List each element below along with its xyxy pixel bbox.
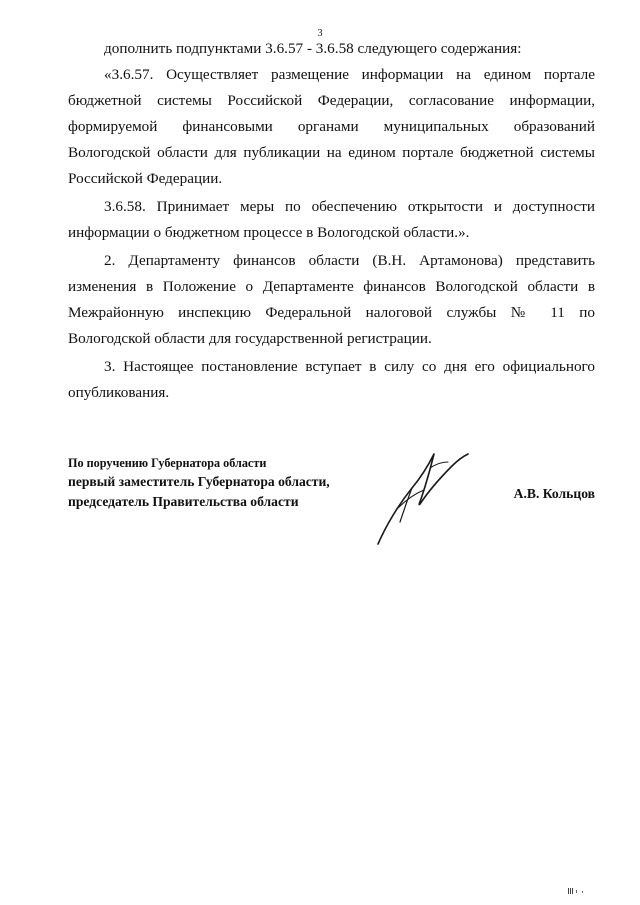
signatory-name: А.В. Кольцов [513,486,595,501]
signatory-title-line-1: По поручению Губернатора области [68,456,267,470]
paragraph-intro: дополнить подпунктами 3.6.57 - 3.6.58 следующего содержания: [104,40,522,57]
paragraph-2: 2. Департаменту финансов области (В.Н. Артамонова) представить изменения в Положение о Департаменте финансов Вологодской области в Межрайонную инспекцию Федеральной налоговой службы № 11 по Вологодской области для государственной регистрации. [68,252,595,347]
signatory-title-line-3: председатель Правительства области [68,494,299,509]
paragraph-3: 3. Настоящее постановление вступает в силу со дня его официального опубликования. [68,358,595,401]
signatory-title [68,454,330,512]
paragraph-3-6-57: «3.6.57. Осуществляет размещение информации на едином портале бюджетной системы Российской Федерации, согласование информации, формируемой финансовыми органами муниципальных образований Вологодской области для публикации на едином портале бюджетной системы Российской Федерации. [68,66,595,187]
paragraph-3-6-58: 3.6.58. Принимает меры по обеспечению открытости и доступности информации о бюджетном процессе в Вологодской области.». [68,198,595,241]
handwritten-signature [368,448,480,548]
barcode-mark [566,887,590,895]
signatory-title-line-2: первый заместитель Губернатора области, [68,474,330,489]
page-number: 3 [317,28,323,39]
body-text [68,36,595,406]
